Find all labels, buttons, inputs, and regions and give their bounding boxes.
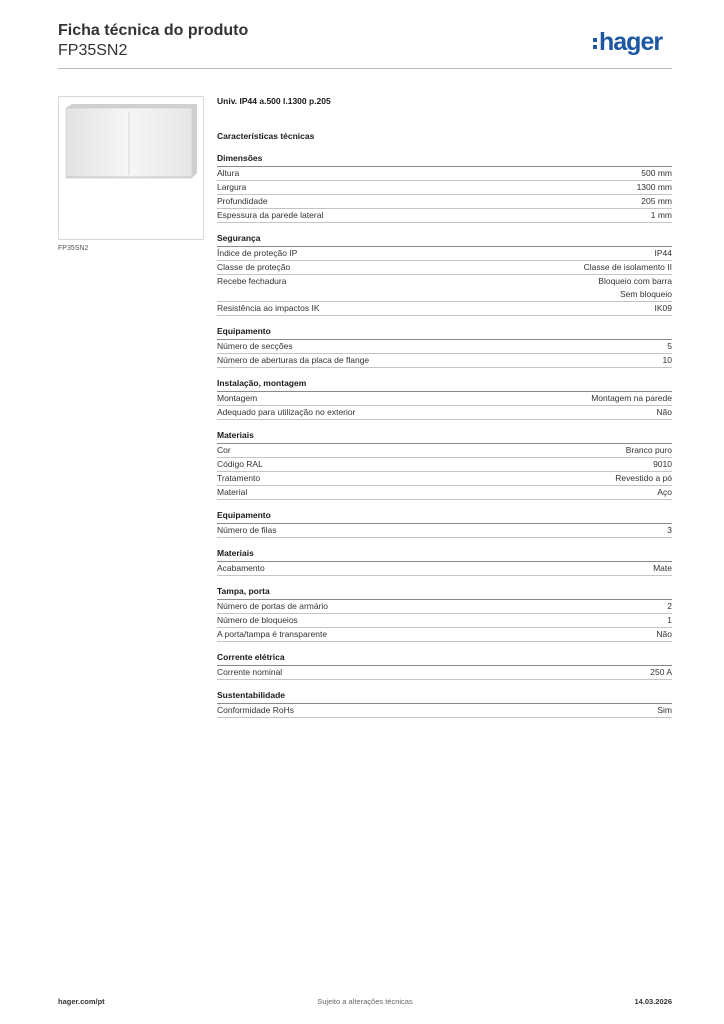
- image-caption: FP35SN2: [58, 245, 89, 252]
- spec-value: 1300 mm: [636, 182, 672, 192]
- spec-row: [217, 302, 672, 316]
- spec-value: 1: [667, 615, 672, 625]
- document-header: [58, 21, 248, 61]
- spec-row: [217, 458, 672, 472]
- spec-row: [217, 247, 672, 261]
- spec-label: Largura: [217, 182, 247, 192]
- spec-row: [217, 392, 672, 406]
- spec-label: Classe de proteção: [217, 262, 291, 272]
- product-image: [58, 96, 204, 240]
- spec-label: Corrente nominal: [217, 667, 283, 677]
- spec-label: Tratamento: [217, 473, 261, 483]
- section-title: Equipamento: [217, 325, 672, 340]
- logo-text: hager: [599, 28, 663, 56]
- spec-value: Mate: [653, 563, 672, 573]
- spec-row: [217, 666, 672, 680]
- spec-value: 3: [667, 525, 672, 535]
- spec-value: IK09: [654, 303, 672, 313]
- spec-label: Material: [217, 487, 248, 497]
- spec-value: 10: [662, 355, 672, 365]
- spec-row: [217, 472, 672, 486]
- spec-label: Acabamento: [217, 563, 265, 573]
- spec-row: [217, 181, 672, 195]
- cabinet-illustration: [63, 103, 197, 181]
- spec-label: Índice de proteção IP: [217, 248, 298, 258]
- spec-value: 5: [667, 341, 672, 351]
- spec-row: [217, 167, 672, 181]
- spec-section: [217, 152, 672, 223]
- section-title: Materiais: [217, 547, 672, 562]
- header-divider: [58, 68, 672, 69]
- spec-row: [217, 209, 672, 223]
- spec-section: [217, 377, 672, 420]
- spec-section: [217, 509, 672, 538]
- spec-section: [217, 547, 672, 576]
- spec-value: 1 mm: [650, 210, 672, 220]
- spec-section: [217, 232, 672, 316]
- spec-section: [217, 585, 672, 642]
- section-title: Dimensões: [217, 152, 672, 167]
- spec-label: Profundidade: [217, 196, 268, 206]
- footer-disclaimer: Sujeito a alterações técnicas: [317, 997, 413, 1006]
- spec-row: [217, 275, 672, 302]
- spec-label: A porta/tampa é transparente: [217, 629, 328, 639]
- section-title: Segurança: [217, 232, 672, 247]
- document-title: Ficha técnica do produto: [58, 22, 249, 39]
- spec-row: [217, 261, 672, 275]
- spec-value: Não: [656, 629, 672, 639]
- spec-value: Montagem na parede: [591, 393, 672, 403]
- spec-section: [217, 651, 672, 680]
- spec-label: Número de portas de armário: [217, 601, 329, 611]
- spec-row: [217, 354, 672, 368]
- spec-sections: [217, 152, 672, 718]
- spec-row: [217, 444, 672, 458]
- spec-label: Cor: [217, 445, 231, 455]
- spec-label: Conformidade RoHs: [217, 705, 295, 715]
- spec-label: Número de secções: [217, 341, 293, 351]
- spec-value: 250 A: [650, 667, 672, 677]
- spec-row: [217, 614, 672, 628]
- footer-website: hager.com/pt: [58, 997, 105, 1006]
- spec-label: Espessura da parede lateral: [217, 210, 324, 220]
- section-title: Sustentabilidade: [217, 689, 672, 704]
- spec-value: 2: [667, 601, 672, 611]
- spec-label: Resistência ao impactos IK: [217, 303, 320, 313]
- hager-logo: [593, 27, 662, 57]
- spec-row: [217, 195, 672, 209]
- specifications: [217, 96, 672, 727]
- spec-section: [217, 689, 672, 718]
- spec-row: [217, 562, 672, 576]
- footer-date: 14.03.2026: [634, 997, 672, 1006]
- section-title: Instalação, montagem: [217, 377, 672, 392]
- spec-value: Não: [656, 407, 672, 417]
- spec-row: [217, 628, 672, 642]
- spec-section: [217, 429, 672, 500]
- spec-value: Bloqueio com barra Sem bloqueio: [598, 276, 672, 299]
- spec-section: [217, 325, 672, 368]
- spec-value: 500 mm: [641, 168, 672, 178]
- spec-row: [217, 406, 672, 420]
- spec-label: Número de aberturas da placa de flange: [217, 355, 370, 365]
- spec-value: Revestido a pó: [615, 473, 672, 483]
- section-title: Tampa, porta: [217, 585, 672, 600]
- spec-value: Sim: [657, 705, 672, 715]
- section-title: Corrente elétrica: [217, 651, 672, 666]
- product-name: Univ. IP44 a.500 l.1300 p.205: [217, 96, 331, 106]
- spec-label: Montagem: [217, 393, 258, 403]
- spec-value: 9010: [653, 459, 672, 469]
- spec-value: IP44: [654, 248, 672, 258]
- spec-row: [217, 704, 672, 718]
- section-title: Equipamento: [217, 509, 672, 524]
- logo-dots-icon: [593, 38, 597, 49]
- spec-value: Branco puro: [625, 445, 672, 455]
- spec-row: [217, 486, 672, 500]
- spec-label: Altura: [217, 168, 240, 178]
- spec-label: Número de bloqueios: [217, 615, 298, 625]
- spec-label: Adequado para utilização no exterior: [217, 407, 356, 417]
- spec-label: Número de filas: [217, 525, 277, 535]
- spec-value: Aço: [657, 487, 672, 497]
- spec-label: Código RAL: [217, 459, 263, 469]
- spec-row: [217, 524, 672, 538]
- technical-characteristics-heading: Características técnicas: [217, 131, 315, 141]
- section-title: Materiais: [217, 429, 672, 444]
- spec-label: Recebe fechadura: [217, 276, 287, 286]
- product-reference: FP35SN2: [58, 42, 128, 59]
- spec-value: 205 mm: [641, 196, 672, 206]
- spec-row: [217, 340, 672, 354]
- spec-row: [217, 600, 672, 614]
- spec-value: Classe de isolamento II: [583, 262, 672, 272]
